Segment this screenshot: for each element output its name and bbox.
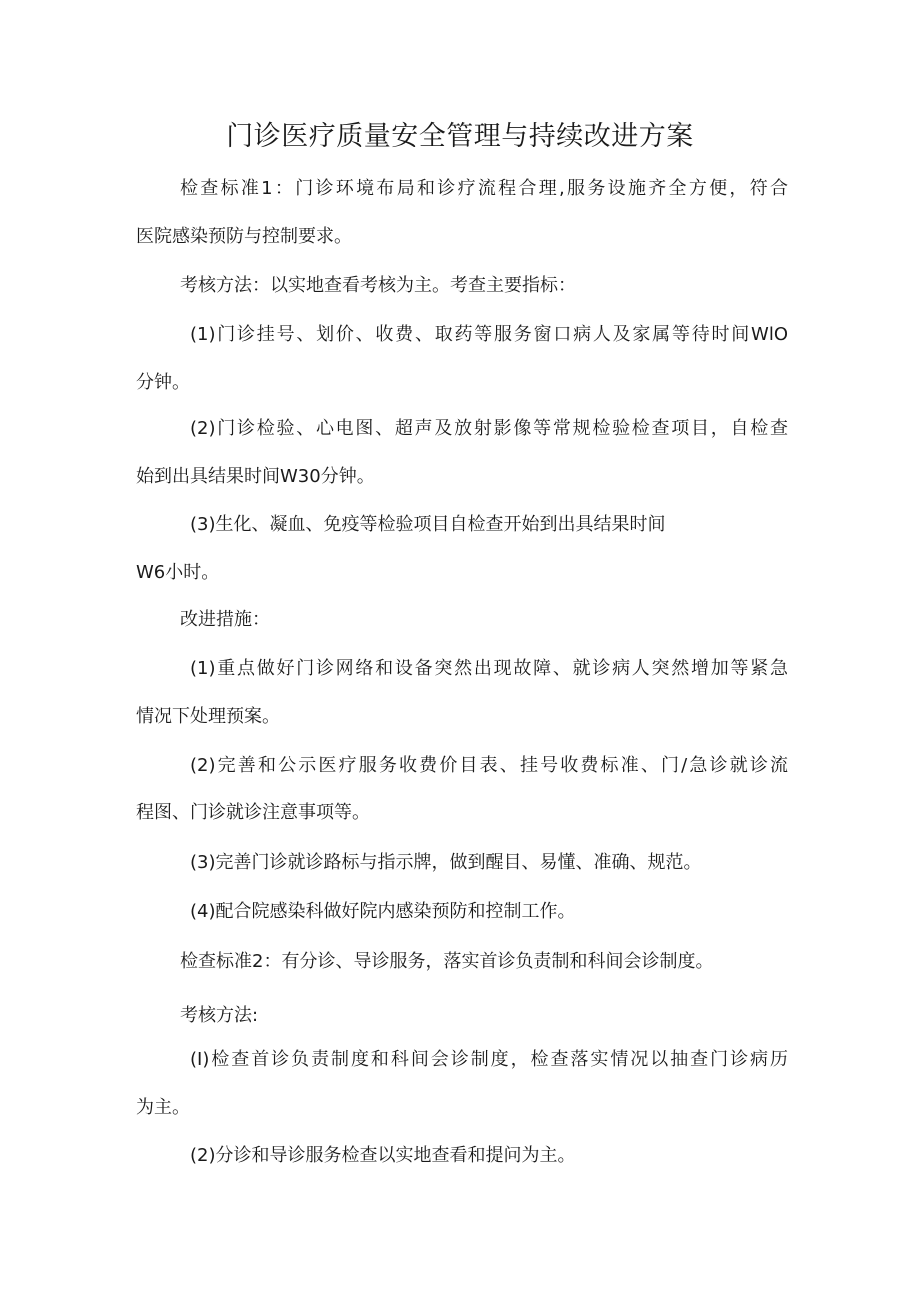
text-line: 考核方法: <box>180 1005 259 1026</box>
text-line: (3)完善门诊就诊路标与指示牌，做到醒目、易懂、准确、规范。 <box>190 852 702 873</box>
text-line: 检查标准2：有分诊、导诊服务，落实首诊负责制和科间会诊制度。 <box>180 951 714 972</box>
text-line: (2)门诊检验、心电图、超声及放射影像等常规检验检查项目，自检查 <box>190 418 788 439</box>
text-line: 改进措施： <box>180 609 270 630</box>
text-line: (2)分诊和导诊服务检查以实地查看和提问为主。 <box>190 1145 576 1166</box>
text-line: 为主。 <box>136 1097 190 1118</box>
text-line: 情况下处理预案。 <box>136 706 280 727</box>
text-line: (4)配合院感染科做好院内感染预防和控制工作。 <box>190 901 576 922</box>
text-line: 分钟。 <box>136 372 190 393</box>
text-line: W6小时。 <box>136 562 220 583</box>
text-line: 考核方法：以实地查看考核为主。考查主要指标： <box>180 275 576 296</box>
document-title: 门诊医疗质量安全管理与持续改进方案 <box>226 121 694 152</box>
text-line: (1)重点做好门诊网络和设备突然出现故障、就诊病人突然增加等紧急 <box>190 658 788 679</box>
text-line: 程图、门诊就诊注意事项等。 <box>136 802 370 823</box>
text-line: 医院感染预防与控制要求。 <box>136 226 352 247</box>
text-line: (2)完善和公示医疗服务收费价目表、挂号收费标准、门/急诊就诊流 <box>190 755 788 776</box>
text-line: 检查标准1：门诊环境布局和诊疗流程合理,服务设施齐全方便，符合 <box>180 178 788 199</box>
text-line: 始到出具结果时间W30分钟。 <box>136 466 375 487</box>
text-line: (I)检查首诊负责制度和科间会诊制度，检查落实情况以抽查门诊病历 <box>190 1049 788 1070</box>
text-line: (3)生化、凝血、免疫等检验项目自检查开始到出具结果时间 <box>190 514 666 535</box>
text-line: (1)门诊挂号、划价、收费、取药等服务窗口病人及家属等待时间WlO <box>190 324 788 345</box>
